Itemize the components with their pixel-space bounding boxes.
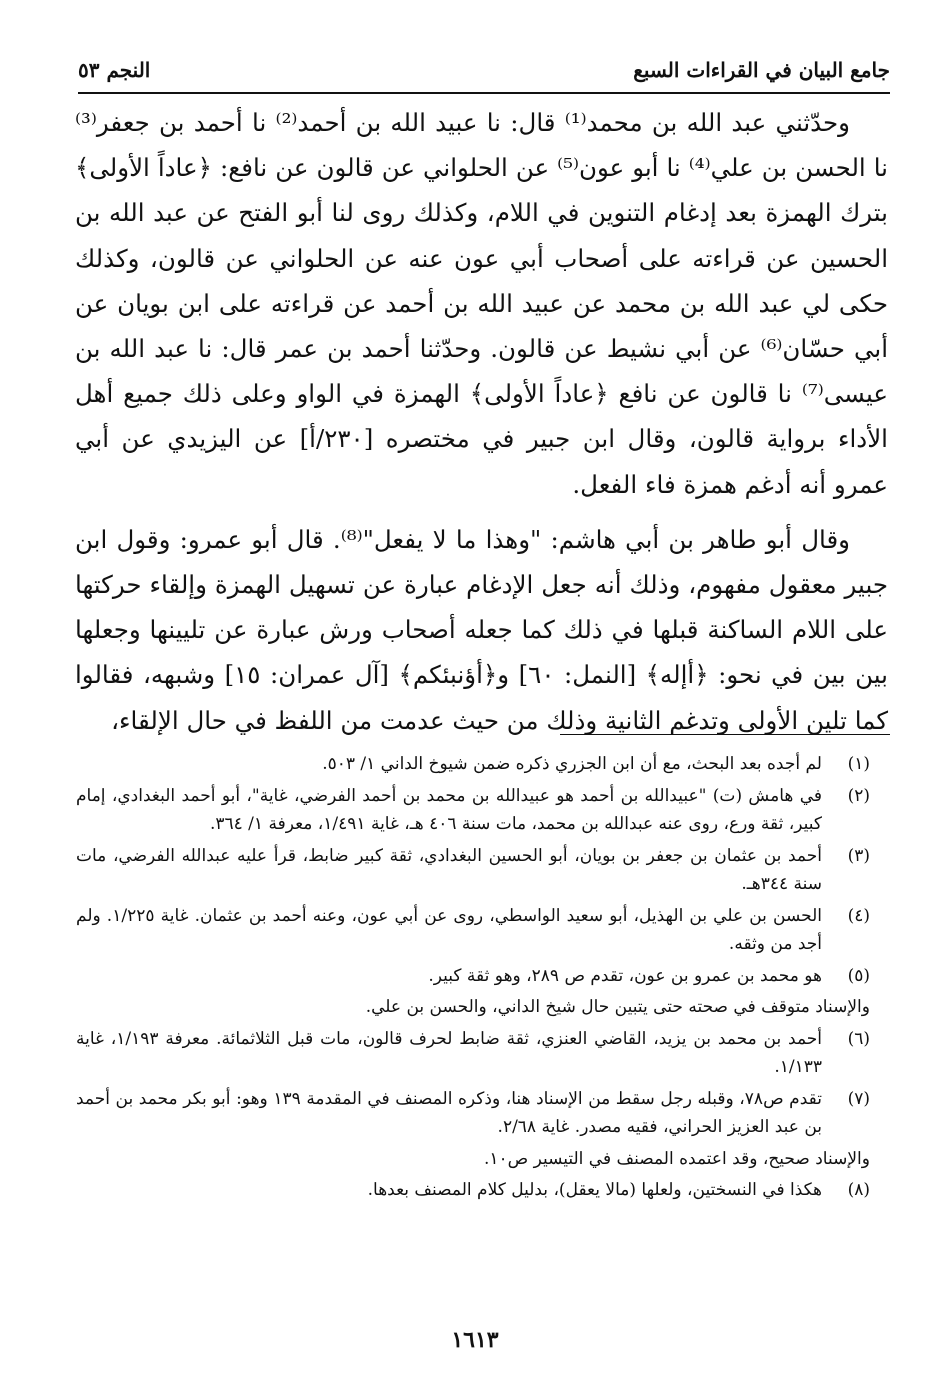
footnote-number: (٢) bbox=[847, 785, 870, 806]
footnote-number: (٦) bbox=[847, 1028, 870, 1049]
main-text bbox=[75, 100, 888, 743]
paragraph-1: وحدّثني عبد الله بن محمد⁽¹⁾ قال: نا عبيد الله بن أحمد⁽²⁾ نا أحمد بن جعفر⁽³⁾ نا الحسن بن علي⁽⁴⁾ نا أبو عون⁽⁵⁾ عن الحلواني عن قالون عن نافع: ﴿عاداً الأولى﴾ بترك الهمزة بعد إدغام التنوين في اللام، وكذلك روى لنا أبو الفتح عن عبد الله بن الحسين عن قراءته على أصحاب أبي عون عنه عن الحلواني عن قالون، وكذلك حكى لي عبد الله بن محمد عن عبيد الله بن أحمد عن قراءته على ابن بويان عن أبي حسّان⁽⁶⁾ عن أبي نشيط عن قالون. وحدّثنا أحمد بن عمر قال: نا عبد الله بن عيسى⁽⁷⁾ نا قالون عن نافع ﴿عاداً الأولى﴾ الهمزة في الواو وعلى ذلك جميع أهل الأداء برواية قالون، وقال ابن جبير في مختصره [٢٣٠/أ] عن اليزيدي عن أبي عمرو أنه أدغم همزة فاء الفعل. bbox=[75, 108, 888, 499]
footnote-5 bbox=[76, 962, 870, 991]
footnote-text: أحمد بن محمد بن يزيد، القاضي العنزي، ثقة ضابط لحرف قالون، مات قبل الثلاثمائة. معرفة ١/١٩٣، غاية ١/١٣٣. bbox=[76, 1028, 823, 1077]
footnote-text: تقدم ص٧٨، وقبله رجل سقط من الإسناد هنا، وذكره المصنف في المقدمة ١٣٩ وهو: أبو بكر محمد بن أحمد بن عبد العزيز الحراني، فقيه مصدر. غاية ٢/٦٨. bbox=[76, 1088, 822, 1137]
footnote-number: (٤) bbox=[847, 905, 870, 926]
running-header bbox=[78, 52, 890, 94]
footnote-7-continuation bbox=[76, 1145, 870, 1174]
footnote-7 bbox=[76, 1085, 870, 1142]
footnote-text: والإسناد متوقف في صحته حتى يتبين حال شيخ الداني، والحسن بن علي. bbox=[365, 997, 870, 1017]
footnote-8 bbox=[76, 1176, 870, 1205]
page-number: ١٦١٣ bbox=[451, 1327, 499, 1353]
footnote-text: والإسناد صحيح، وقد اعتمده المصنف في التيسير ص١٠. bbox=[483, 1148, 870, 1169]
footnote-text: لم أجده بعد البحث، مع أن ابن الجزري ذكره ضمن شيوخ الداني ١/ ٥٠٣. bbox=[322, 754, 822, 774]
footnote-text: هكذا في النسختين، ولعلها (مالا يعقل)، بدليل كلام المصنف بعدها. bbox=[367, 1180, 822, 1200]
footnote-text: في هامش (ت) "عبيدالله بن أحمد هو عبيدالله بن محمد بن أحمد الفرضي، غاية"، أبو أحمد البغدادي، إمام كبير، ثقة ورع، روى عنه عبدالله بن محمد، مات سنة ٤٠٦ هـ، غاية ١/٤٩١، معرفة ١/ ٣٦٤. bbox=[76, 785, 822, 834]
chapter-label: النجم ٥٣ bbox=[78, 58, 151, 82]
paragraph-2: وقال أبو طاهر بن أبي هاشم: "وهذا ما لا يفعل"⁽⁸⁾. قال أبو عمرو: وقول ابن جبير معقول مفهوم، وذلك أنه جعل الإدغام عبارة عن تسهيل الهمزة وإلقاء حركتها على اللام الساكنة قبلها في ذلك كما جعله أصحاب ورش عبارة عن تليينها وجعلها بين بين في نحو: ﴿أإله﴾ [النمل: ٦٠] و﴿أؤنبئكم﴾ [آل عمران: ١٥] وشبهه، فقالوا كما تلين الأولى وتدغم الثانية وذلك من حيث عدمت من اللفظ في حال الإلقاء، bbox=[75, 524, 888, 735]
footnote-text: أحمد بن عثمان بن جعفر بن بويان، أبو الحسين البغدادي، ثقة كبير ضابط، قرأ عليه عبدالله الفرضي، مات سنة ٣٤٤هـ. bbox=[76, 845, 822, 894]
footnote-2 bbox=[76, 782, 870, 839]
footnotes bbox=[76, 750, 870, 1208]
footnote-separator bbox=[560, 734, 890, 735]
footnote-number: (٨) bbox=[847, 1180, 870, 1200]
footnote-number: (٥) bbox=[847, 965, 870, 986]
footnote-number: (١) bbox=[847, 754, 870, 774]
book-title: جامع البيان في القراءات السبع bbox=[633, 58, 890, 82]
footnote-5-continuation bbox=[76, 993, 870, 1022]
footnote-text: هو محمد بن عمرو بن عون، تقدم ص ٢٨٩، وهو ثقة كبير. bbox=[428, 965, 822, 986]
footnote-text: الحسن بن علي بن الهذيل، أبو سعيد الواسطي، روى عن أبي عون، وعنه أحمد بن عثمان. غاية ١/٢٢٥. ولم أجد من وثقه. bbox=[76, 905, 822, 954]
footnote-1 bbox=[76, 750, 870, 779]
footnote-number: (٧) bbox=[847, 1088, 870, 1109]
footnote-6 bbox=[76, 1025, 870, 1082]
footnote-3 bbox=[76, 842, 870, 899]
footnote-number: (٣) bbox=[847, 845, 870, 866]
footnote-4 bbox=[76, 902, 870, 959]
